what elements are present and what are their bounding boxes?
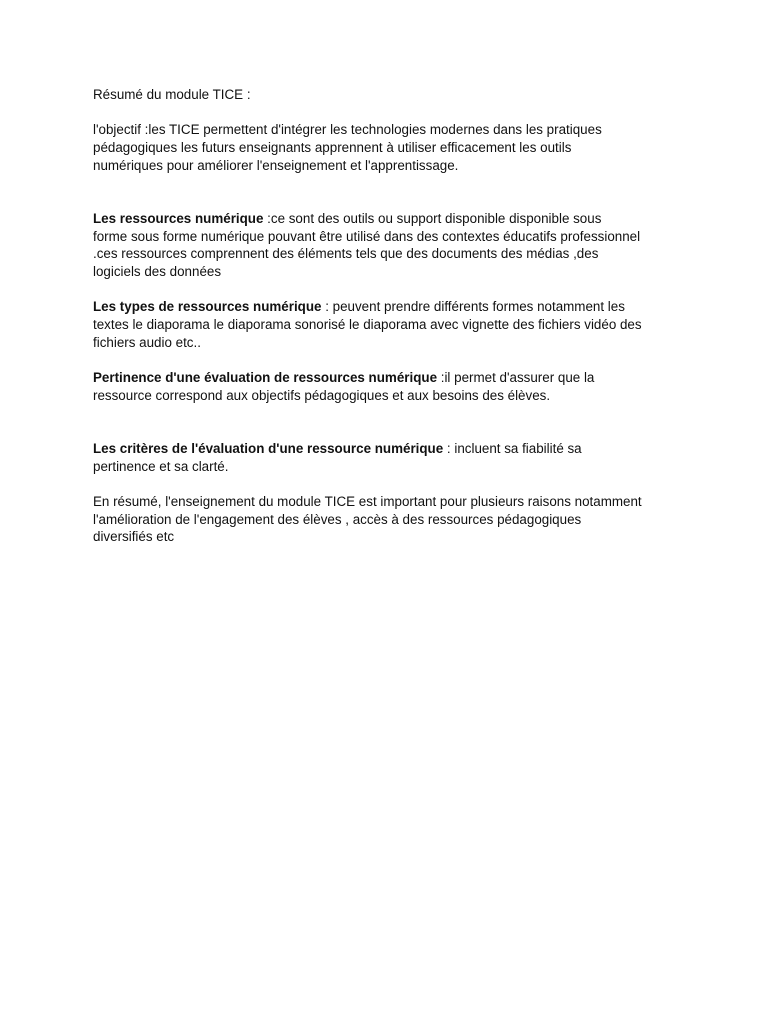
resources-line-3: .ces ressources comprennent des éléments tels que des documents des médias ,des	[93, 246, 599, 262]
objective-line-1: l'objectif :les TICE permettent d'intégrer les technologies modernes dans les pratiques	[93, 122, 602, 138]
document-title	[93, 86, 683, 104]
types-heading: Les types de ressources numérique	[93, 299, 322, 315]
types-line-2: textes le diaporama le diaporama sonorisé le diaporama avec vignette des fichiers vidéo des	[93, 317, 642, 333]
relevance-line-2: ressource correspond aux objectifs pédagogiques et aux besoins des élèves.	[93, 387, 551, 403]
resources-line-2: forme sous forme numérique pouvant être utilisé dans des contextes éducatifs professionnel	[93, 228, 641, 244]
relevance-heading: Pertinence d'une évaluation de ressources numérique	[93, 370, 438, 386]
title-line: Résumé du module TICE :	[93, 87, 251, 102]
paragraph-spacer	[93, 281, 683, 299]
relevance-line-1	[93, 369, 683, 387]
criteria-line-1	[93, 440, 683, 458]
relevance-line-1-text: :il permet d'assurer que la	[437, 370, 595, 386]
criteria-heading: Les critères de l'évaluation d'une ressource numérique	[93, 440, 444, 456]
summary-paragraph	[93, 493, 683, 546]
document-body	[93, 86, 683, 546]
types-paragraph	[93, 298, 683, 351]
summary-line-1: En résumé, l'enseignement du module TICE est important pour plusieurs raisons notamment	[93, 494, 642, 510]
paragraph-spacer	[93, 352, 683, 370]
objective-paragraph	[93, 121, 683, 174]
resources-heading: Les ressources numérique	[93, 210, 264, 226]
paragraph-spacer	[93, 104, 683, 122]
resources-line-4: logiciels des données	[93, 264, 222, 279]
relevance-paragraph	[93, 369, 683, 404]
paragraph-spacer	[93, 405, 683, 440]
objective-line-2: pédagogiques les futurs enseignants apprennent à utiliser efficacement les outils	[93, 140, 572, 156]
types-line-1	[93, 298, 683, 316]
types-line-3: fichiers audio etc..	[93, 334, 201, 350]
summary-line-2: l'amélioration de l'engagement des élèves , accès à des ressources pédagogiques	[93, 511, 582, 527]
resources-line-1-text: :ce sont des outils ou support disponible disponible sous	[263, 210, 602, 226]
paragraph-spacer	[93, 175, 683, 210]
resources-line-1	[93, 210, 683, 228]
summary-line-3: diversifiés etc	[93, 529, 175, 545]
criteria-line-2: pertinence et sa clarté.	[93, 458, 229, 474]
criteria-line-1-text: : incluent sa fiabilité sa	[443, 440, 582, 456]
types-line-1-text: : peuvent prendre différents formes notamment les	[321, 299, 625, 315]
criteria-paragraph	[93, 440, 683, 475]
paragraph-spacer	[93, 475, 683, 493]
resources-paragraph	[93, 210, 683, 281]
objective-line-3: numériques pour améliorer l'enseignement et l'apprentissage.	[93, 157, 459, 173]
